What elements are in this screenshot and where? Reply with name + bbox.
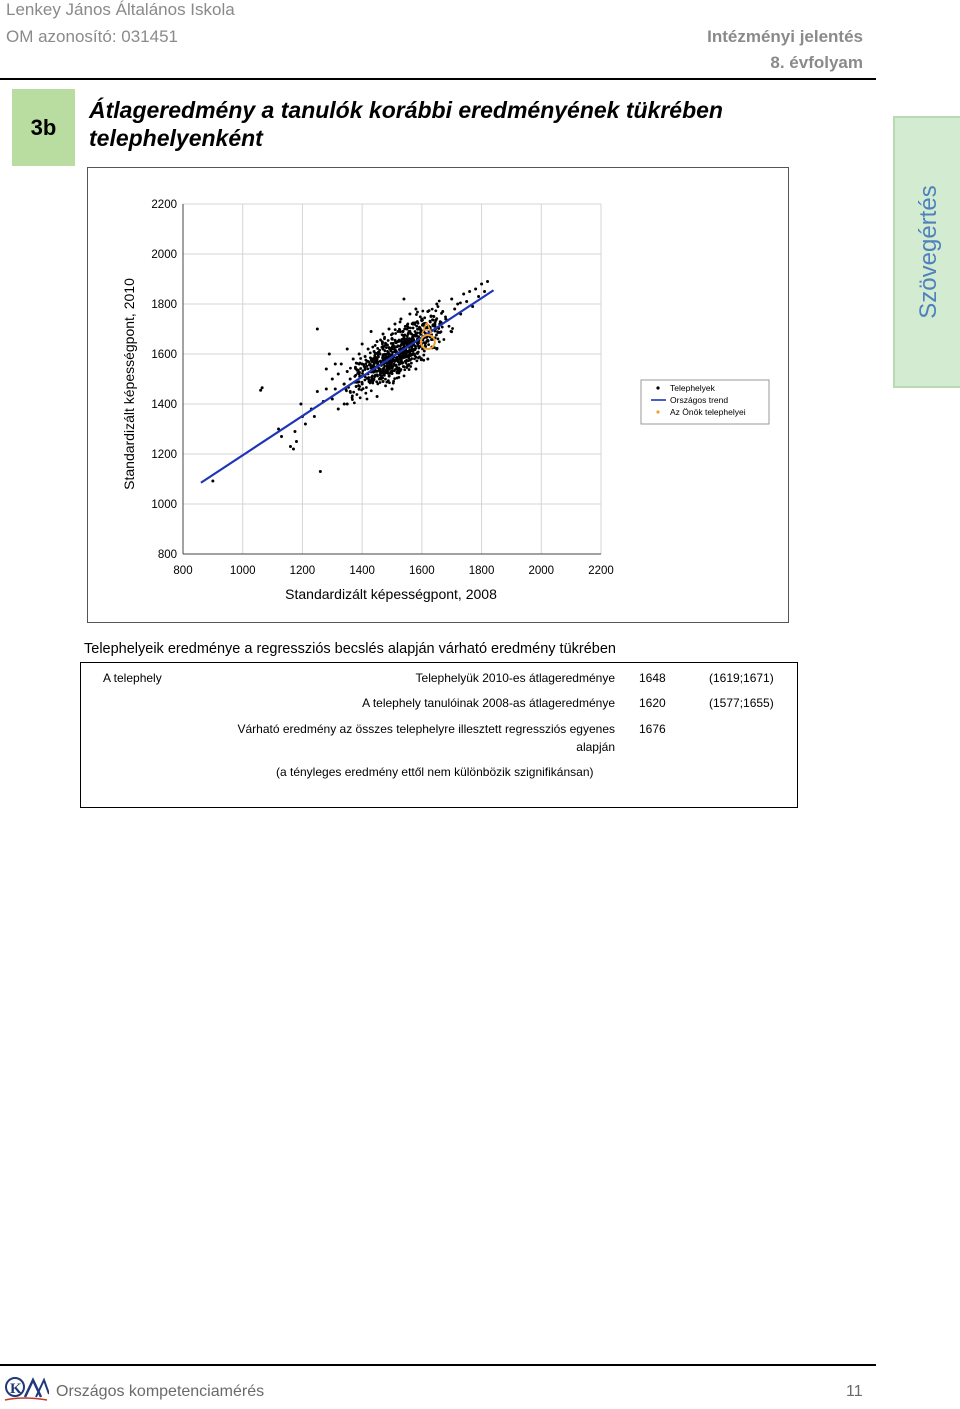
scatter-point <box>343 403 346 406</box>
scatter-point <box>353 401 356 404</box>
scatter-point <box>402 330 405 333</box>
scatter-point <box>331 378 334 381</box>
scatter-point <box>483 290 486 293</box>
okm-logo-icon <box>3 1372 49 1406</box>
scatter-point <box>440 312 443 315</box>
scatter-point <box>382 348 385 351</box>
scatter-point <box>427 343 430 346</box>
scatter-point <box>395 346 398 349</box>
scatter-point <box>364 355 367 358</box>
scatter-point <box>361 381 364 384</box>
scatter-point <box>369 351 372 354</box>
scatter-point <box>351 396 354 399</box>
scatter-point <box>375 380 378 383</box>
scatter-point <box>398 361 401 364</box>
scatter-point <box>376 373 379 376</box>
scatter-point <box>391 369 394 372</box>
y-tick-label: 1600 <box>151 349 177 361</box>
footer-divider <box>0 1364 876 1366</box>
y-tick-label: 1200 <box>151 449 177 461</box>
scatter-point <box>437 337 440 340</box>
scatter-point <box>362 387 365 390</box>
scatter-point <box>304 423 307 426</box>
scatter-point <box>386 353 389 356</box>
scatter-point <box>402 351 405 354</box>
scatter-point <box>421 310 424 313</box>
scatter-point <box>299 403 302 406</box>
scatter-point <box>414 368 417 371</box>
scatter-point <box>448 325 451 328</box>
chart-ticks <box>151 199 613 577</box>
y-tick-label: 1800 <box>151 299 177 311</box>
scatter-chart <box>87 167 789 623</box>
scatter-point <box>462 293 465 296</box>
scatter-point <box>384 384 387 387</box>
row-2-value: 1620 <box>639 696 666 710</box>
scatter-point <box>440 330 443 333</box>
scatter-point <box>386 364 389 367</box>
scatter-point <box>413 344 416 347</box>
scatter-point <box>430 314 433 317</box>
scatter-point <box>295 440 298 443</box>
scatter-point <box>346 348 349 351</box>
scatter-point <box>357 384 360 387</box>
scatter-point <box>397 376 400 379</box>
scatter-point <box>407 364 410 367</box>
scatter-point <box>398 328 401 331</box>
legend-telephelyek: Telephelyek <box>670 383 715 393</box>
scatter-point <box>356 372 359 375</box>
scatter-point <box>349 367 352 370</box>
scatter-point <box>316 328 319 331</box>
scatter-point <box>405 359 408 362</box>
scatter-point <box>383 336 386 339</box>
x-tick-label: 2000 <box>528 565 555 577</box>
scatter-point <box>436 347 439 350</box>
scatter-point <box>361 372 364 375</box>
x-tick-label: 1800 <box>468 565 495 577</box>
scatter-point <box>376 352 379 355</box>
scatter-point <box>410 332 413 335</box>
scatter-point <box>392 380 395 383</box>
scatter-point <box>406 335 409 338</box>
scatter-point <box>384 378 387 381</box>
scatter-point <box>431 308 434 311</box>
scatter-point <box>359 362 362 365</box>
scatter-point <box>356 362 359 365</box>
scatter-point <box>325 388 328 391</box>
scatter-point <box>388 328 391 331</box>
scatter-point <box>435 334 438 337</box>
scatter-point <box>378 349 381 352</box>
scatter-point <box>438 300 441 303</box>
scatter-point <box>370 330 373 333</box>
scatter-point <box>410 357 413 360</box>
scatter-point <box>456 303 459 306</box>
scatter-point <box>417 351 420 354</box>
scatter-point <box>359 357 362 360</box>
scatter-point <box>395 364 398 367</box>
scatter-point <box>379 360 382 363</box>
school-name: Lenkey János Általános Iskola <box>6 0 235 19</box>
scatter-point <box>415 359 418 362</box>
scatter-point <box>365 386 368 389</box>
scatter-point <box>391 365 394 368</box>
scatter-point <box>368 363 371 366</box>
side-tab-label: Szövegértés <box>914 185 942 319</box>
scatter-point <box>334 363 337 366</box>
scatter-point <box>354 366 357 369</box>
scatter-point <box>459 301 462 304</box>
scatter-point <box>474 288 477 291</box>
y-tick-label: 2200 <box>151 199 177 211</box>
chart-axes <box>183 204 601 554</box>
scatter-point <box>416 320 419 323</box>
scatter-point <box>289 445 292 448</box>
scatter-point <box>409 327 412 330</box>
scatter-point <box>371 346 374 349</box>
scatter-point <box>372 358 375 361</box>
scatter-point <box>394 328 397 331</box>
scatter-point <box>382 368 385 371</box>
scatter-point <box>364 392 367 395</box>
scatter-point <box>450 330 453 333</box>
table-caption: Telephelyeik eredménye a regressziós becslés alapján várható eredmény tükrében <box>84 641 616 657</box>
scatter-point <box>379 368 382 371</box>
scatter-point <box>414 335 417 338</box>
scatter-point <box>366 368 369 371</box>
scatter-point <box>413 353 416 356</box>
scatter-point <box>391 388 394 391</box>
scatter-point <box>356 369 359 372</box>
svg-text:K: K <box>10 1381 22 1397</box>
scatter-point <box>364 368 367 371</box>
scatter-point <box>353 375 356 378</box>
scatter-point <box>435 317 438 320</box>
x-axis-label: Standardizált képességpont, 2008 <box>285 586 497 602</box>
scatter-point <box>416 311 419 314</box>
legend-trend: Országos trend <box>670 395 729 405</box>
scatter-point <box>399 345 402 348</box>
scatter-point <box>384 369 387 372</box>
scatter-point <box>370 389 373 392</box>
scatter-point <box>382 380 385 383</box>
scatter-point <box>385 381 388 384</box>
scatter-point <box>343 383 346 386</box>
scatter-point <box>415 356 418 359</box>
header-divider <box>0 78 876 80</box>
scatter-point <box>385 346 388 349</box>
scatter-point <box>426 358 429 361</box>
scatter-point <box>381 340 384 343</box>
scatter-point <box>397 371 400 374</box>
page-number: 11 <box>846 1383 863 1400</box>
scatter-point <box>416 328 419 331</box>
scatter-point <box>398 354 401 357</box>
scatter-point <box>380 378 383 381</box>
x-tick-label: 2200 <box>588 565 614 577</box>
y-tick-label: 800 <box>157 549 177 561</box>
scatter-point <box>395 349 398 352</box>
scatter-point <box>437 305 440 308</box>
scatter-point <box>411 322 414 325</box>
x-tick-label: 1200 <box>289 565 316 577</box>
scatter-point <box>402 298 405 301</box>
scatter-point <box>355 393 358 396</box>
scatter-point <box>376 340 379 343</box>
y-tick-label: 2000 <box>151 249 177 261</box>
x-tick-label: 800 <box>173 565 193 577</box>
scatter-point <box>334 388 337 391</box>
own-site-label: A <box>421 319 433 338</box>
scatter-point <box>366 377 369 380</box>
chart-grid <box>183 204 601 554</box>
scatter-point <box>362 363 365 366</box>
scatter-point <box>319 470 322 473</box>
scatter-point <box>366 360 369 363</box>
section-title: Átlageredmény a tanulók korábbi eredményének tükrében telephelyenként <box>89 97 723 151</box>
scatter-point <box>379 381 382 384</box>
scatter-point <box>375 361 378 364</box>
scatter-point <box>369 381 372 384</box>
section-badge: 3b <box>12 89 75 166</box>
scatter-point <box>391 337 394 340</box>
scatter-point <box>337 408 340 411</box>
scatter-point <box>435 303 438 306</box>
scatter-point <box>372 371 375 374</box>
scatter-point <box>405 352 408 355</box>
scatter-point <box>410 338 413 341</box>
scatter-point <box>358 353 361 356</box>
scatter-point <box>388 375 391 378</box>
scatter-point <box>349 378 352 381</box>
site-label: A telephely <box>103 671 162 685</box>
scatter-point <box>390 361 393 364</box>
scatter-point <box>387 339 390 342</box>
scatter-point <box>480 283 483 286</box>
scatter-point <box>422 354 425 357</box>
scatter-point <box>391 332 394 335</box>
scatter-point <box>441 326 444 329</box>
x-tick-label: 1000 <box>229 565 256 577</box>
x-tick-label: 1400 <box>349 565 375 577</box>
scatter-point <box>442 338 445 341</box>
scatter-point <box>422 359 425 362</box>
scatter-point <box>361 343 364 346</box>
row-2-label: A telephely tanulóinak 2008-as átlageredménye <box>362 696 615 710</box>
side-tab[interactable] <box>893 116 960 388</box>
row-1-label: Telephelyük 2010-es átlageredménye <box>415 671 615 685</box>
scatter-point <box>408 350 411 353</box>
scatter-point <box>438 340 441 343</box>
scatter-point <box>420 357 423 360</box>
row-1-value: 1648 <box>639 671 666 685</box>
y-tick-label: 1000 <box>151 499 177 511</box>
significance-note: (a tényleges eredmény ettől nem különbözik szignifikánsan) <box>276 765 594 779</box>
scatter-point <box>406 341 409 344</box>
scatter-point <box>453 308 456 311</box>
row-3-label-line2: alapján <box>576 740 615 754</box>
scatter-point <box>280 435 283 438</box>
scatter-point <box>388 381 391 384</box>
scatter-point <box>261 386 264 389</box>
scatter-point <box>383 358 386 361</box>
scatter-point <box>451 327 454 330</box>
scatter-point <box>414 348 417 351</box>
scatter-point <box>359 367 362 370</box>
results-table <box>80 662 798 808</box>
scatter-point <box>359 396 362 399</box>
scatter-point <box>416 342 419 345</box>
scatter-point <box>366 398 369 401</box>
scatter-point <box>414 308 417 311</box>
scatter-point <box>325 368 328 371</box>
scatter-point <box>450 298 453 301</box>
row-3-value: 1676 <box>639 722 666 736</box>
scatter-point <box>399 318 402 321</box>
scatter-point <box>259 389 262 392</box>
scatter-point <box>313 415 316 418</box>
scatter-point <box>349 391 352 394</box>
scatter-point <box>373 355 376 358</box>
scatter-point <box>425 340 428 343</box>
scatter-point <box>424 344 427 347</box>
scatter-point <box>423 350 426 353</box>
scatter-point <box>397 340 400 343</box>
scatter-point <box>403 375 406 378</box>
scatter-point <box>432 315 435 318</box>
scatter-point <box>383 353 386 356</box>
scatter-point <box>408 313 411 316</box>
grade-label: 8. évfolyam <box>770 53 863 72</box>
scatter-point <box>403 365 406 368</box>
scatter-point <box>389 350 392 353</box>
scatter-point <box>352 358 355 361</box>
om-id: OM azonosító: 031451 <box>6 27 179 46</box>
scatter-point <box>486 280 489 283</box>
report-title: Intézményi jelentés <box>707 27 863 46</box>
y-axis-label: Standardizált képességpont, 2010 <box>121 278 137 490</box>
scatter-point <box>408 330 411 333</box>
footer-org: Országos kompetenciamérés <box>56 1383 265 1400</box>
scatter-point <box>383 374 386 377</box>
scatter-point <box>382 333 385 336</box>
scatter-point <box>406 324 409 327</box>
scatter-point <box>376 395 379 398</box>
scatter-point <box>389 365 392 368</box>
x-tick-label: 1600 <box>409 565 435 577</box>
scatter-point <box>465 300 468 303</box>
scatter-point <box>397 368 400 371</box>
scatter-point <box>384 344 387 347</box>
row-2-ci: (1577;1655) <box>709 696 774 710</box>
scatter-point <box>444 316 447 319</box>
scatter-point <box>394 339 397 342</box>
scatter-point <box>352 391 355 394</box>
scatter-point <box>404 340 407 343</box>
row-1-ci: (1619;1671) <box>709 671 774 685</box>
scatter-point <box>393 377 396 380</box>
scatter-point <box>372 379 375 382</box>
scatter-point <box>434 321 437 324</box>
scatter-point <box>316 390 319 393</box>
scatter-point <box>413 323 416 326</box>
scatter-point <box>416 331 419 334</box>
scatter-point <box>403 368 406 371</box>
scatter-point <box>419 315 422 318</box>
scatter-point <box>328 353 331 356</box>
scatter-chart-svg <box>88 168 788 622</box>
scatter-point <box>346 370 349 373</box>
scatter-point <box>365 365 368 368</box>
scatter-point <box>211 480 214 483</box>
scatter-point <box>409 365 412 368</box>
scatter-point <box>379 373 382 376</box>
chart-points <box>211 280 489 483</box>
scatter-point <box>393 323 396 326</box>
scatter-point <box>392 346 395 349</box>
scatter-point <box>399 358 402 361</box>
scatter-point <box>337 373 340 376</box>
scatter-point <box>358 388 361 391</box>
scatter-point <box>423 341 426 344</box>
chart-legend <box>641 380 769 424</box>
scatter-point <box>434 309 437 312</box>
scatter-point <box>406 355 409 358</box>
scatter-point <box>414 330 417 333</box>
scatter-point <box>408 368 411 371</box>
scatter-point <box>367 348 370 351</box>
legend-own-site: Az Önök telephelyei <box>670 407 746 417</box>
scatter-point <box>293 430 296 433</box>
scatter-point <box>402 334 405 337</box>
scatter-point <box>412 327 415 330</box>
scatter-point <box>340 363 343 366</box>
scatter-point <box>394 332 397 335</box>
scatter-point <box>428 309 431 312</box>
y-tick-label: 1400 <box>151 399 177 411</box>
scatter-point <box>436 330 439 333</box>
scatter-point <box>292 448 295 451</box>
scatter-point <box>369 356 372 359</box>
scatter-point <box>468 290 471 293</box>
scatter-point <box>346 403 349 406</box>
scatter-point <box>399 321 402 324</box>
scatter-point <box>400 338 403 341</box>
scatter-point <box>365 362 368 365</box>
scatter-point <box>477 295 480 298</box>
scatter-point <box>415 313 418 316</box>
scatter-point <box>410 362 413 365</box>
scatter-point <box>374 344 377 347</box>
scatter-point <box>395 359 398 362</box>
row-3-label-line1: Várható eredmény az összes telephelyre illesztett regressziós egyenes <box>237 722 615 736</box>
